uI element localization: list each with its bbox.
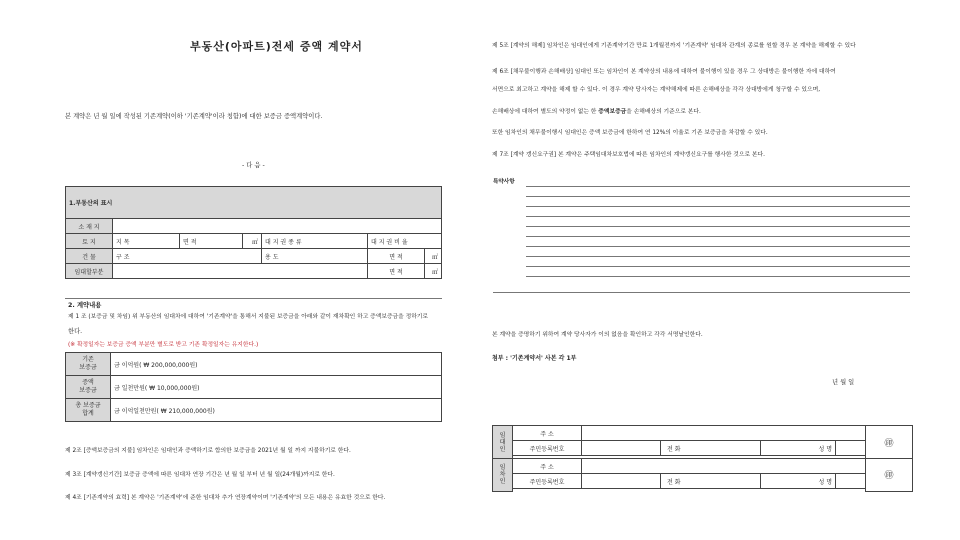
da-eum: - 다 음 - bbox=[242, 162, 265, 169]
row-building-label: 건 물 bbox=[66, 249, 113, 264]
art1-line2: 한다. bbox=[68, 328, 83, 335]
special-terms-label: 특약사항 bbox=[493, 179, 515, 185]
right-page bbox=[490, 0, 915, 540]
date-line: 년 월 일 bbox=[832, 379, 855, 386]
article-6-line2: 서면으로 최고하고 계약을 해제 할 수 있다. 이 경우 계약 당사자는 계약해제에 따른 손해배상을 각각 상대방에게 청구할 수 있으며, bbox=[492, 87, 821, 93]
attachment-text: 첨부 : '기존계약서' 사본 각 1부 bbox=[492, 355, 577, 362]
tenant-name-value[interactable] bbox=[836, 474, 866, 489]
sec2-title: 2. 계약내용 bbox=[68, 302, 102, 309]
landlord-name-value[interactable] bbox=[836, 441, 866, 456]
row-land-label: 토 지 bbox=[66, 234, 113, 249]
landlord-seal: ㊞ bbox=[866, 426, 913, 459]
article-6-line1: 제 6조 [채무불이행과 손해배상] 임대인 또는 임차인이 본 계약상의 내용에 대하여 불이행이 있을 경우 그 상대방은 불이행한 자에 대하여 bbox=[492, 69, 836, 75]
tenant-label: 임 차 인 bbox=[493, 459, 513, 492]
location-value[interactable] bbox=[113, 219, 442, 234]
row-lease-label: 임대할부분 bbox=[66, 264, 113, 279]
tenant-name: 성 명 bbox=[761, 474, 836, 489]
bld-use: 용 도 bbox=[262, 249, 368, 264]
landlord-rrn-label: 주민등록번호 bbox=[513, 441, 582, 456]
land-jimok: 지 목 bbox=[113, 234, 180, 249]
article-6-line4: 또한 임차인의 채무불이행시 임대인은 증액 보증금에 한하여 연 12%의 이율로 기존 보증금을 차감할 수 있다. bbox=[492, 130, 768, 136]
property-table bbox=[65, 186, 442, 279]
landlord-label: 임 대 인 bbox=[493, 426, 513, 459]
tenant-rrn-label: 주민등록번호 bbox=[513, 474, 582, 489]
bld-structure: 구 조 bbox=[113, 249, 262, 264]
landlord-rrn-value[interactable] bbox=[582, 441, 661, 456]
landlord-phone: 전 화 bbox=[661, 441, 761, 456]
intro-text: 본 계약은 년 월 일에 작성된 기존계약(이하 '기존계약'이라 칭함)에 대한 보증금 증액계약이다. bbox=[65, 113, 323, 120]
closing-text: 본 계약을 증명하기 위하여 계약 당사자가 이의 없음을 확인하고 각각 서명날인한다. bbox=[492, 332, 703, 338]
landlord-name: 성 명 bbox=[761, 441, 836, 456]
land-unit: ㎡ bbox=[243, 234, 262, 249]
bld-area-label: 면 적 bbox=[368, 249, 425, 264]
land-area-label: 면 적 bbox=[180, 234, 243, 249]
deposit-table bbox=[65, 352, 442, 422]
bld-unit: ㎡ bbox=[425, 249, 442, 264]
dep-existing-label: 기존 보증금 bbox=[66, 353, 111, 376]
contract-title: 부동산(아파트)전세 증액 계약서 bbox=[190, 40, 363, 53]
dep-total-label: 총 보증금 합계 bbox=[66, 399, 111, 422]
tenant-rrn-value[interactable] bbox=[582, 474, 661, 489]
land-right-ratio: 대 지 권 비 율 bbox=[368, 234, 442, 249]
tenant-addr-label: 주 소 bbox=[513, 459, 582, 474]
landlord-addr-label: 주 소 bbox=[513, 426, 582, 441]
tenant-seal: ㊞ bbox=[866, 459, 913, 492]
art1-line1: 제 1 조 (보증금 및 차임) 위 부동산의 임대차에 대하여 '기존계약'을 통해서 지불된 보증금을 아래와 같이 재차확인 하고 증액보증금을 정하기로 bbox=[68, 314, 428, 320]
dep-increase-label: 증액 보증금 bbox=[66, 376, 111, 399]
lease-unit: ㎡ bbox=[425, 264, 442, 279]
dep-total-value: 금 이억일천만원( ₩ 210,000,000원) bbox=[111, 399, 442, 422]
article-5: 제 5조 [계약의 해제] 임차인은 임대인에게 기존계약기간 만료 1개월전까지 '기존계약' 임대차 관계의 종료를 원할 경우 본 계약을 해제할 수 있다 bbox=[492, 43, 856, 49]
tenant-phone: 전 화 bbox=[661, 474, 761, 489]
signature-table bbox=[492, 425, 913, 492]
article-2: 제 2조 [증액보증금의 지불] 임차인은 임대인과 증액하기로 합의한 보증금을 2021년 월 일 까지 지불하기로 한다. bbox=[65, 448, 351, 454]
sec1-title: 1.부동산의 표시 bbox=[66, 187, 442, 219]
article-6-line3: 손해배상에 대하여 별도의 약정이 없는 한 증액보증금을 손해배상의 기준으로 본다. bbox=[492, 109, 701, 115]
row-location-label: 소 재 지 bbox=[66, 219, 113, 234]
article-3: 제 3조 [계약갱신기간] 보증금 증액에 따른 임대차 연장 기간은 년 월 일 부터 년 월 일(24개월)까지로 한다. bbox=[65, 472, 335, 478]
left-page bbox=[60, 0, 445, 540]
dep-increase-value: 금 일천만원( ₩ 10,000,000원) bbox=[111, 376, 442, 399]
dep-existing-value: 금 이억원( ₩ 200,000,000원) bbox=[111, 353, 442, 376]
art1-note: (※ 확정일자는 보증금 증액 부분만 별도로 받고 기존 확정일자는 유지한다.) bbox=[68, 342, 259, 348]
lease-area-label: 면 적 bbox=[368, 264, 425, 279]
land-right-type: 대 지 권 종 류 bbox=[262, 234, 368, 249]
landlord-addr-value[interactable] bbox=[582, 426, 866, 441]
article-7: 제 7조 [계약 갱신요구권] 본 계약은 주택임대차보호법에 따른 임차인의 계약갱신요구를 행사한 것으로 본다. bbox=[492, 152, 765, 158]
tenant-addr-value[interactable] bbox=[582, 459, 866, 474]
article-4: 제 4조 [기존계약의 효력] 본 계약은 '기존계약'에 준한 임대차 추가 연장계약이며 '기존계약'의 모든 내용은 유효한 것으로 한다. bbox=[65, 495, 386, 501]
lease-value[interactable] bbox=[113, 264, 368, 279]
